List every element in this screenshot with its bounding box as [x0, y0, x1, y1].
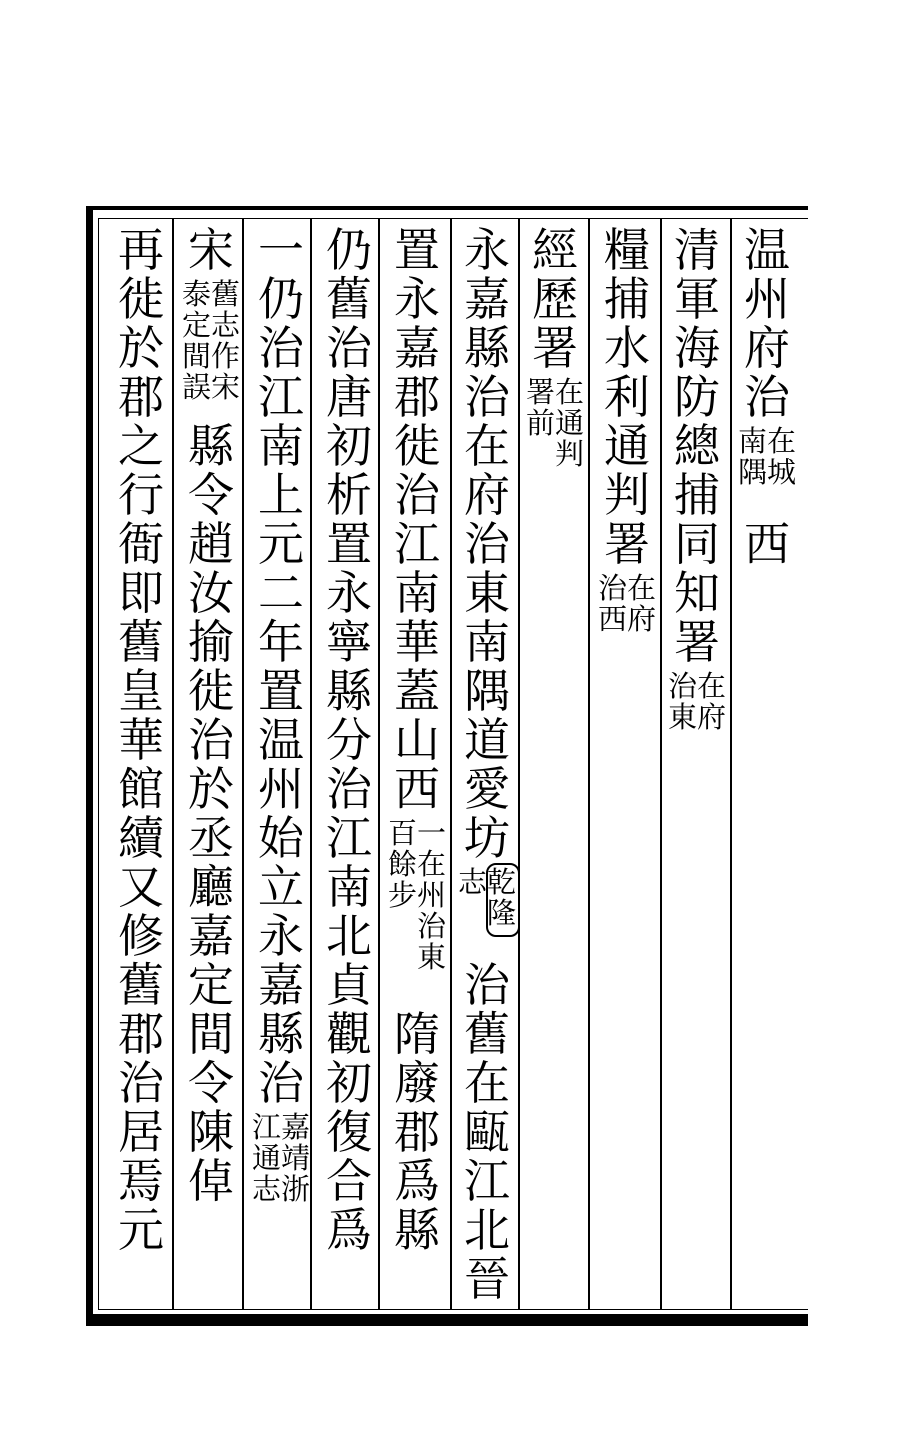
main-char: 治 [118, 1056, 164, 1110]
column-rule [172, 218, 174, 1310]
annotation-left: 百 餘 步 [388, 816, 418, 912]
main-char: 南 [394, 566, 440, 620]
main-char: 舊 [118, 615, 164, 669]
main-char: 治 [464, 517, 510, 571]
main-char: 治 [464, 370, 510, 424]
main-char: 署 [532, 321, 578, 375]
main-char: 元 [258, 517, 304, 571]
main-char: 唐 [326, 370, 372, 424]
text-column [252, 223, 311, 1306]
main-char: 甌 [464, 1105, 510, 1159]
main-char: 永 [258, 909, 304, 963]
main-char: 縣 [394, 1203, 440, 1257]
column-rule [242, 218, 244, 1310]
main-char: 蓋 [394, 664, 440, 718]
main-char: 署 [604, 517, 650, 571]
main-char: 判 [604, 468, 650, 522]
main-char: 元 [118, 1203, 164, 1257]
annotation-left: 署 前 [526, 375, 556, 440]
text-column [738, 223, 797, 1306]
main-char: 倬 [188, 1154, 234, 1208]
source-citation-label: 乾 隆 [487, 865, 517, 930]
main-char: 總 [674, 419, 720, 473]
main-char: 晉 [464, 1252, 510, 1306]
main-char: 軍 [674, 272, 720, 326]
main-char: 徙 [188, 664, 234, 718]
main-char: 愛 [464, 762, 510, 816]
main-char: 坊 [464, 811, 510, 865]
main-char: 舊 [326, 272, 372, 326]
main-char: 陳 [188, 1105, 234, 1159]
main-char: 復 [326, 1105, 372, 1159]
main-char: 經 [532, 223, 578, 277]
main-char: 趙 [188, 517, 234, 571]
main-char: 廳 [188, 860, 234, 914]
text-column [598, 223, 657, 1306]
main-char: 州 [258, 762, 304, 816]
main-char: 清 [674, 223, 720, 277]
text-column [458, 223, 517, 1306]
main-char: 江 [326, 811, 372, 865]
main-char: 華 [394, 615, 440, 669]
main-char: 續 [118, 811, 164, 865]
main-char: 置 [394, 223, 440, 277]
annotation-right: 在 通 判 [555, 375, 585, 471]
main-char: 東 [464, 566, 510, 620]
main-char: 嘉 [464, 272, 510, 326]
main-char: 徙 [394, 419, 440, 473]
main-char: 皇 [118, 664, 164, 718]
main-char: 府 [464, 468, 510, 522]
main-char: 郡 [118, 1007, 164, 1061]
main-char: 置 [258, 664, 304, 718]
main-char: 分 [326, 713, 372, 767]
main-char: 防 [674, 370, 720, 424]
main-char: 郡 [118, 370, 164, 424]
main-char: 南 [258, 419, 304, 473]
main-char: 北 [326, 909, 372, 963]
main-char: 仍 [326, 223, 372, 277]
main-char: 舊 [464, 1007, 510, 1061]
main-char: 隅 [464, 664, 510, 718]
main-char: 年 [258, 615, 304, 669]
main-char: 治 [744, 370, 790, 424]
main-char: 徙 [118, 272, 164, 326]
annotation-left: 南 隅 [738, 424, 768, 489]
main-char: 於 [118, 321, 164, 375]
main-char: 縣 [258, 1007, 304, 1061]
main-char: 在 [464, 1056, 510, 1110]
main-char: 嘉 [188, 909, 234, 963]
main-char: 定 [188, 958, 234, 1012]
main-char: 貞 [326, 958, 372, 1012]
main-char: 永 [394, 272, 440, 326]
annotation-left: 治 西 [598, 571, 628, 636]
main-char: 宋 [188, 223, 234, 277]
main-char: 令 [188, 468, 234, 522]
main-char: 治 [258, 1056, 304, 1110]
main-char: 汝 [188, 566, 234, 620]
main-char: 治 [188, 713, 234, 767]
column-rule [588, 218, 590, 1310]
main-char: 糧 [604, 223, 650, 277]
text-column [182, 223, 241, 1306]
main-char: 江 [258, 370, 304, 424]
main-char: 治 [394, 468, 440, 522]
main-char: 利 [604, 370, 650, 424]
annotation-right: 嘉 靖 浙 [281, 1110, 311, 1206]
main-char: 揄 [188, 615, 234, 669]
main-char: 又 [118, 860, 164, 914]
main-char: 焉 [118, 1154, 164, 1208]
column-rule [378, 218, 380, 1310]
main-char: 之 [118, 419, 164, 473]
main-char: 同 [674, 517, 720, 571]
main-char: 居 [118, 1105, 164, 1159]
text-column [526, 223, 585, 1306]
main-char: 郡 [394, 370, 440, 424]
main-char: 在 [464, 419, 510, 473]
annotation-right: 舊 志 作 宋 [211, 277, 241, 404]
main-char: 治 [326, 321, 372, 375]
main-char: 通 [604, 419, 650, 473]
main-char: 合 [326, 1154, 372, 1208]
main-char: 郡 [394, 1105, 440, 1159]
main-char: 間 [188, 1007, 234, 1061]
main-char: 再 [118, 223, 164, 277]
main-char: 歷 [532, 272, 578, 326]
text-column [668, 223, 727, 1306]
main-char: 署 [674, 615, 720, 669]
text-column [320, 223, 378, 1306]
main-char: 西 [394, 762, 440, 816]
main-char: 永 [464, 223, 510, 277]
main-char: 治 [258, 321, 304, 375]
main-char: 温 [258, 713, 304, 767]
main-char: 即 [118, 566, 164, 620]
main-char: 南 [464, 615, 510, 669]
main-char: 館 [118, 762, 164, 816]
main-char: 於 [188, 762, 234, 816]
main-char: 仍 [258, 272, 304, 326]
annotation-left: 江 通 志 [252, 1110, 282, 1206]
main-char: 海 [674, 321, 720, 375]
main-char: 知 [674, 566, 720, 620]
main-char: 廢 [394, 1056, 440, 1110]
main-char: 置 [326, 517, 372, 571]
main-char: 北 [464, 1203, 510, 1257]
main-char: 嘉 [258, 958, 304, 1012]
main-char: 道 [464, 713, 510, 767]
main-char: 令 [188, 1056, 234, 1110]
main-char: 初 [326, 419, 372, 473]
main-char: 行 [118, 468, 164, 522]
main-char: 西 [744, 517, 790, 571]
column-rule [660, 218, 662, 1310]
main-char: 衙 [118, 517, 164, 571]
main-char: 江 [394, 517, 440, 571]
main-char: 州 [744, 272, 790, 326]
main-char: 水 [604, 321, 650, 375]
main-char: 縣 [188, 419, 234, 473]
annotation-left: 泰 定 間 誤 [182, 277, 212, 404]
column-rule [518, 218, 520, 1310]
annotation-right: 在 府 [627, 571, 657, 636]
main-char: 修 [118, 909, 164, 963]
column-rule [450, 218, 452, 1310]
main-char: 嘉 [394, 321, 440, 375]
main-char: 縣 [326, 664, 372, 718]
text-column [112, 223, 170, 1306]
main-char: 始 [258, 811, 304, 865]
main-char: 捕 [604, 272, 650, 326]
main-char: 丞 [188, 811, 234, 865]
annotation-right: 在 府 [697, 669, 727, 734]
main-char: 治 [326, 762, 372, 816]
main-char: 永 [326, 566, 372, 620]
main-char: 府 [744, 321, 790, 375]
main-char: 舊 [118, 958, 164, 1012]
column-rule [730, 218, 732, 1310]
main-char: 華 [118, 713, 164, 767]
main-char: 一 [258, 223, 304, 277]
main-char: 隋 [394, 1007, 440, 1061]
text-column [388, 223, 447, 1306]
main-char: 治 [464, 958, 510, 1012]
main-char: 爲 [326, 1203, 372, 1257]
column-rule [310, 218, 312, 1310]
main-char: 初 [326, 1056, 372, 1110]
main-char: 立 [258, 860, 304, 914]
main-char: 寧 [326, 615, 372, 669]
annotation-right: 一 在 州 治 東 [417, 816, 447, 974]
main-char: 捕 [674, 468, 720, 522]
annotation-left: 治 東 [668, 669, 698, 734]
main-char: 南 [326, 860, 372, 914]
main-char: 爲 [394, 1154, 440, 1208]
source-citation-tail: 志 [458, 865, 488, 899]
annotation-right: 在 城 [767, 424, 797, 489]
main-char: 析 [326, 468, 372, 522]
main-char: 温 [744, 223, 790, 277]
main-char: 上 [258, 468, 304, 522]
main-char: 江 [464, 1154, 510, 1208]
main-char: 縣 [464, 321, 510, 375]
main-char: 二 [258, 566, 304, 620]
main-char: 觀 [326, 1007, 372, 1061]
main-char: 山 [394, 713, 440, 767]
